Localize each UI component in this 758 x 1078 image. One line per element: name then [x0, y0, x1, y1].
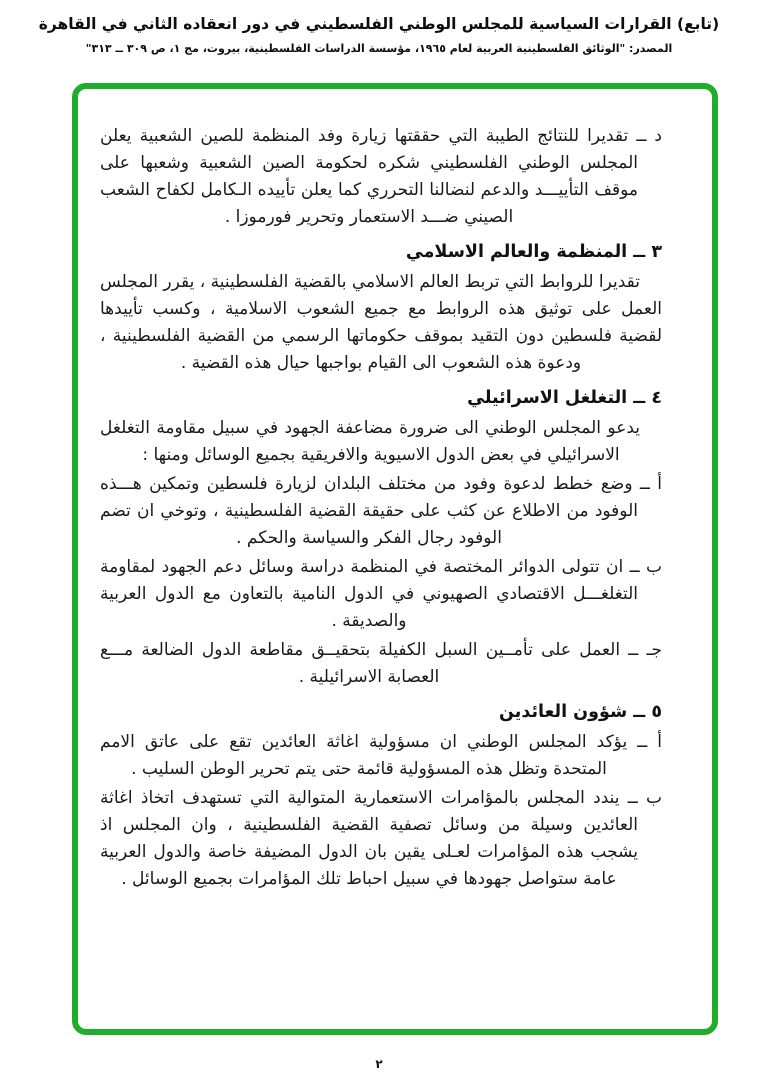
header-title: (تابع) القرارات السياسية للمجلس الوطني الفلسطيني في دور انعقاده الثاني في القاهرة — [38, 15, 720, 33]
section-5-item-b: ب ــ يندد المجلس بالمؤامرات الاستعمارية المتوالية التي تستهدف اتخاذ اغاثة العائدين وسيلة من وسائل تصفية القضية الفلسطينية ، وان المجلس اذ يشجب هذه المؤامرات لعـلى يقين بان الدول المضيفة خاصة والدول العربية عامة ستواصل جهودها في سبيل احباط تلك المؤامرات بجميع الوسائل . — [100, 788, 662, 889]
paragraph-item-d: د ــ تقديرا للنتائج الطيبة التي حققتها زيارة وفد المنظمة للصين الشعبية يعلن المجلس الوطني الفلسطيني شكره لحكومة الصين الشعبية وشعبها على موقف التأييـــد والدعم لنضالنا التحرري كما يعلن تأييده الـكامل لكفاح الشعب الصيني ضـــد الاستعمار وتحرير فورموزا . — [100, 126, 662, 227]
section-3-body: تقديرا للروابط التي تربط العالم الاسلامي بالقضية الفلسطينية ، يقرر المجلس العمل على توثيق هذه الروابط مع جميع الشعوب الاسلامية ، وكسب تأييدها لقضية فلسطين دون التقيد بموقف حكوماتها الرسمي من القضية الفلسطينية ، ودعوة هذه الشعوب الى القيام بواجبها حيال هذه القضية . — [100, 272, 662, 373]
section-5-item-a: أ ــ يؤكد المجلس الوطني ان مسؤولية اغاثة العائدين تقع على عاتق الامم المتحدة وتظل هذه المسؤولية قائمة حتى يتم تحرير الوطن السليب . — [100, 732, 662, 779]
page-number: ٢ — [375, 1057, 383, 1071]
section-4-intro: يدعو المجلس الوطني الى ضرورة مضاعفة الجهود في سبيل مقاومة التغلغل الاسرائيلي في بعض الدول الاسيوية والافريقية بجميع الوسائل ومنها : — [100, 418, 640, 465]
header-source-line: المصدر: "الوثائق الفلسطينية العربية لعام ١٩٦٥، مؤسسة الدراسات الفلسطينية، بيروت، مج ١، ص ٣٠٩ ــ ٣١٣" — [85, 42, 673, 55]
section-4-item-a: أ ــ وضع خطط لدعوة وفود من مختلف البلدان لزيارة فلسطين وتمكين هـــذه الوفود من الاطلاع عن كثب على حقيقة القضية الفلسطينية ، وتوخي ان تضم الوفود رجال الفكر والسياسة والحكم . — [100, 474, 662, 548]
section-4-item-c: جـ ــ العمل على تأمــين السبل الكفيلة بتحقيــق مقاطعة الدول الضالعة مـــع العصابة الاسرائيلية . — [100, 640, 662, 687]
section-4-item-b: ب ــ ان تتولى الدوائر المختصة في المنظمة دراسة وسائل دعم الجهود لمقاومة التغلغـــل الاقتصادي الصهيوني في الدول النامية بالتعاون مع الدول العربية والصديقة . — [100, 557, 662, 631]
section-3-heading: ٣ ــ المنظمة والعالم الاسلامي — [405, 242, 662, 262]
page-header — [0, 0, 758, 58]
section-4-heading: ٤ ــ التغلغل الاسرائيلي — [467, 388, 662, 408]
section-5-heading: ٥ ــ شؤون العائدين — [499, 702, 662, 722]
document-body — [78, 89, 712, 893]
green-border-frame — [72, 83, 718, 1035]
